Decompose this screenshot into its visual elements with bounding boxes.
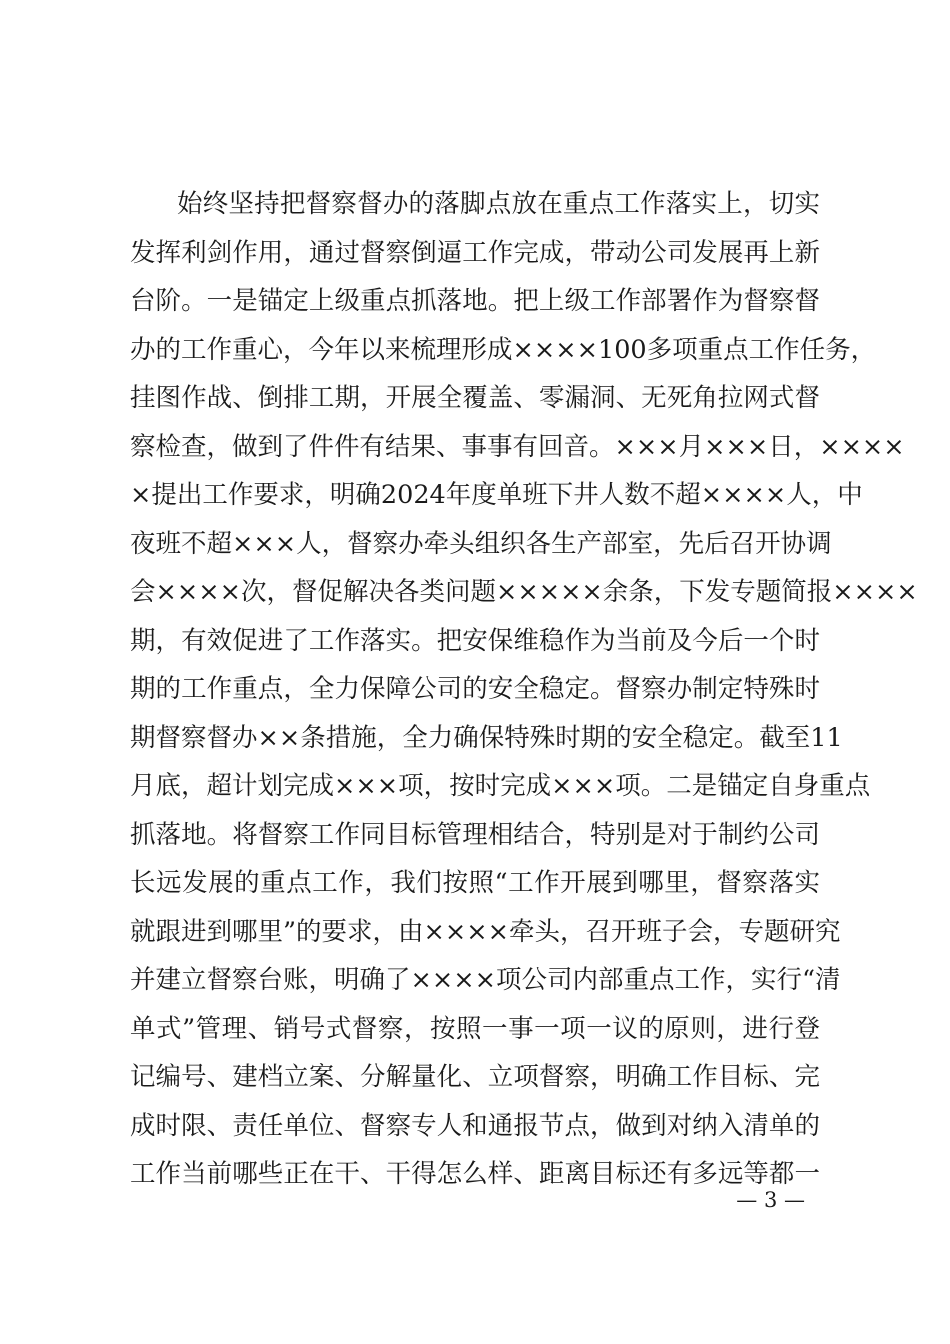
paragraph-line: 长远发展的重点工作，我们按照“工作开展到哪里，督察落实 xyxy=(130,868,820,898)
paragraph-line: 就跟进到哪里”的要求，由××××牵头，召开班子会，专题研究 xyxy=(130,916,841,947)
paragraph-line: 办的工作重心，今年以来梳理形成××××100多项重点工作任务， xyxy=(130,334,877,365)
paragraph-line: ×提出工作要求，明确2024年度单班下井人数不超××××人，中 xyxy=(130,480,863,510)
page-number: — 3 — xyxy=(736,1188,805,1212)
paragraph-line: 察检查，做到了件件有结果、事事有回音。×××月×××日，×××× xyxy=(130,431,905,462)
paragraph-line: 始终坚持把督察督办的落脚点放在重点工作落实上，切实 xyxy=(177,189,820,219)
paragraph-line: 会××××次，督促解决各类问题×××××余条，下发专题简报×××× xyxy=(130,577,918,607)
paragraph-line: 抓落地。将督察工作同目标管理相结合，特别是对于制约公司 xyxy=(130,819,820,850)
paragraph-line: 夜班不超×××人，督察办牵头组织各生产部室，先后召开协调 xyxy=(130,528,832,559)
paragraph-line: 期的工作重点，全力保障公司的安全稳定。督察办制定特殊时 xyxy=(130,674,820,704)
paragraph-line: 记编号、建档立案、分解量化、立项督察，明确工作目标、完 xyxy=(130,1062,820,1092)
paragraph-line: 期，有效促进了工作落实。把安保维稳作为当前及今后一个时 xyxy=(130,625,820,656)
paragraph-line: 单式”管理、销号式督察，按照一事一项一议的原则，进行登 xyxy=(130,1013,820,1044)
paragraph-line: 台阶。一是锚定上级重点抓落地。把上级工作部署作为督察督 xyxy=(130,286,820,316)
paragraph-line: 并建立督察台账，明确了××××项公司内部重点工作，实行“清 xyxy=(130,965,841,995)
paragraph-line: 发挥利剑作用，通过督察倒逼工作完成，带动公司发展再上新 xyxy=(130,237,820,268)
paragraph-line: 期督察督办××条措施，全力确保特殊时期的安全稳定。截至11 xyxy=(130,722,843,753)
paragraph-line: 月底，超计划完成×××项，按时完成×××项。二是锚定自身重点 xyxy=(130,771,871,801)
body-paragraph xyxy=(130,180,918,1199)
paragraph-line: 工作当前哪些正在干、干得怎么样、距离目标还有多远等都一 xyxy=(130,1159,820,1189)
paragraph-line: 挂图作战、倒排工期，开展全覆盖、零漏洞、无死角拉网式督 xyxy=(130,383,820,413)
paragraph-line: 成时限、责任单位、督察专人和通报节点，做到对纳入清单的 xyxy=(130,1110,820,1141)
